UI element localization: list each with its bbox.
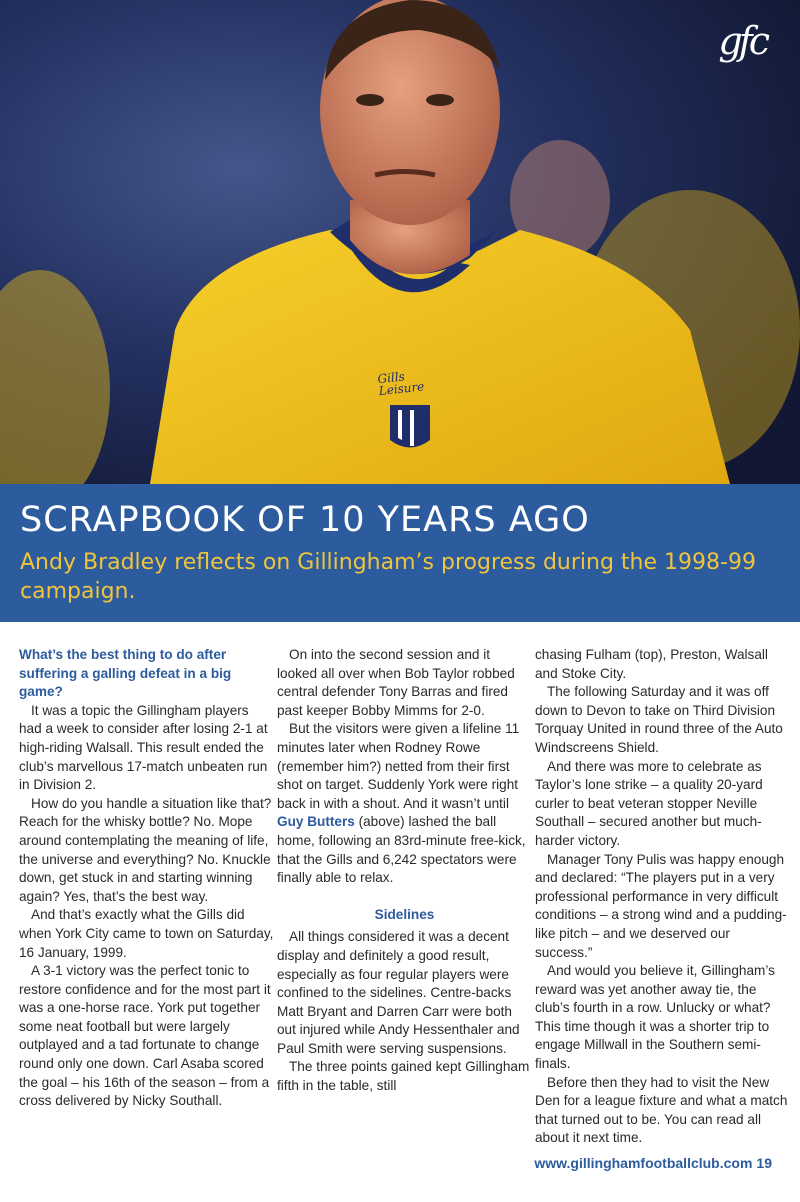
club-logo: gfc: [718, 19, 766, 63]
article-column-1: [19, 646, 274, 1111]
page-subtitle: Andy Bradley reflects on Gillingham’s progress during the 1998-99 campaign.: [20, 550, 756, 604]
player-illustration: [0, 0, 800, 484]
paragraph: And there was more to celebrate as Taylor’s lone strike – a quality 20-yard curler to beat veteran stopper Neville Southall – secured another but much-harder victory.: [535, 758, 763, 848]
player-name-highlight: Guy Butters: [277, 814, 355, 830]
paragraph: It was a topic the Gillingham players had a week to consider after losing 2-1 at high-riding Walsall. This result ended the club’s marvellous 17-match unbeaten run in Division 2.: [19, 702, 268, 793]
article-column-3: [535, 646, 790, 1148]
paragraph: A 3-1 victory was the perfect tonic to restore confidence and for the most part it was a one-horse race. York put together some neat football but were largely outplayed and a tad fortunate to change round only one down. Carl Asaba scored the goal – his 16th of the season – from a cross delivered by Nicky Southall.: [19, 963, 271, 1109]
paragraph: Manager Tony Pulis was happy enough and declared: “The players put in a very professional performance in very difficult conditions – a strong wind and a pudding-like pitch – and we deserved our success.”: [535, 851, 787, 960]
paragraph: And that’s exactly what the Gills did when York City came to town on Saturday, 16 January, 1999.: [19, 907, 274, 960]
paragraph-text: But the visitors were given a lifeline 11 minutes later when Rodney Rowe (remember him?) netted from their first shot on target. Suddenly York were right back in with a shout. And it wasn’t until: [277, 721, 520, 811]
article-column-2: [277, 646, 532, 1096]
page-footer: [534, 1155, 772, 1171]
paragraph: The following Saturday and it was off down to Devon to take on Third Division Torquay United in round three of the Auto Windscreens Shield.: [535, 684, 783, 755]
paragraph: Before then they had to visit the New Den for a league fixture and what a match that turned out to be. You can read all about it next time.: [535, 1074, 788, 1146]
paragraph: On into the second session and it looked all over when Bob Taylor robbed central defender Tony Barras and fired past keeper Bobby Mimms for 2-0.: [277, 647, 515, 718]
intro-question-line: game?: [19, 684, 63, 700]
intro-question: [19, 646, 274, 702]
paragraph-text: (above) lashed the ball home, following an 83rd-minute free-kick, that the Gills and 6,242 spectators were finally able to relax.: [277, 814, 526, 886]
player-photo: [0, 0, 800, 484]
paragraph: How do you handle a situation like that? Reach for the whisky bottle? No. Mope around contemplating the meaning of life, the universe and everything? No. Knuckle down, get stuck in and starting winning again? Yes, that’s the best way.: [19, 795, 272, 904]
shirt-sponsor-text: Gills Leisure: [376, 369, 425, 399]
page-number: 19: [756, 1155, 772, 1171]
paragraph: chasing Fulham (top), Preston, Walsall and Stoke City.: [535, 647, 768, 681]
paragraph: All things considered it was a decent display and definitely a good result, especially as four regular players were confined to the sidelines. Centre-backs Matt Bryant and Darren Carr were both out injured while Andy Hessenthaler and Paul Smith were serving suspensions.: [277, 929, 520, 1056]
intro-question-line: What’s the best thing to do after: [19, 647, 227, 662]
paragraph: The three points gained kept Gillingham fifth in the table, still: [277, 1059, 530, 1094]
paragraph: [277, 720, 532, 887]
page-title: SCRAPBOOK OF 10 YEARS AGO: [20, 500, 590, 540]
intro-question-line: suffering a galling defeat in a big: [19, 665, 232, 681]
section-heading-sidelines: Sidelines: [374, 906, 435, 922]
website-link[interactable]: www.gillinghamfootballclub.com: [534, 1155, 753, 1171]
paragraph: And would you believe it, Gillingham’s reward was yet another away tie, the club’s fourth in a row. Unlucky or what? This time though it was a shorter trip to engage Millwall in the Southern semi-finals.: [535, 963, 775, 1072]
